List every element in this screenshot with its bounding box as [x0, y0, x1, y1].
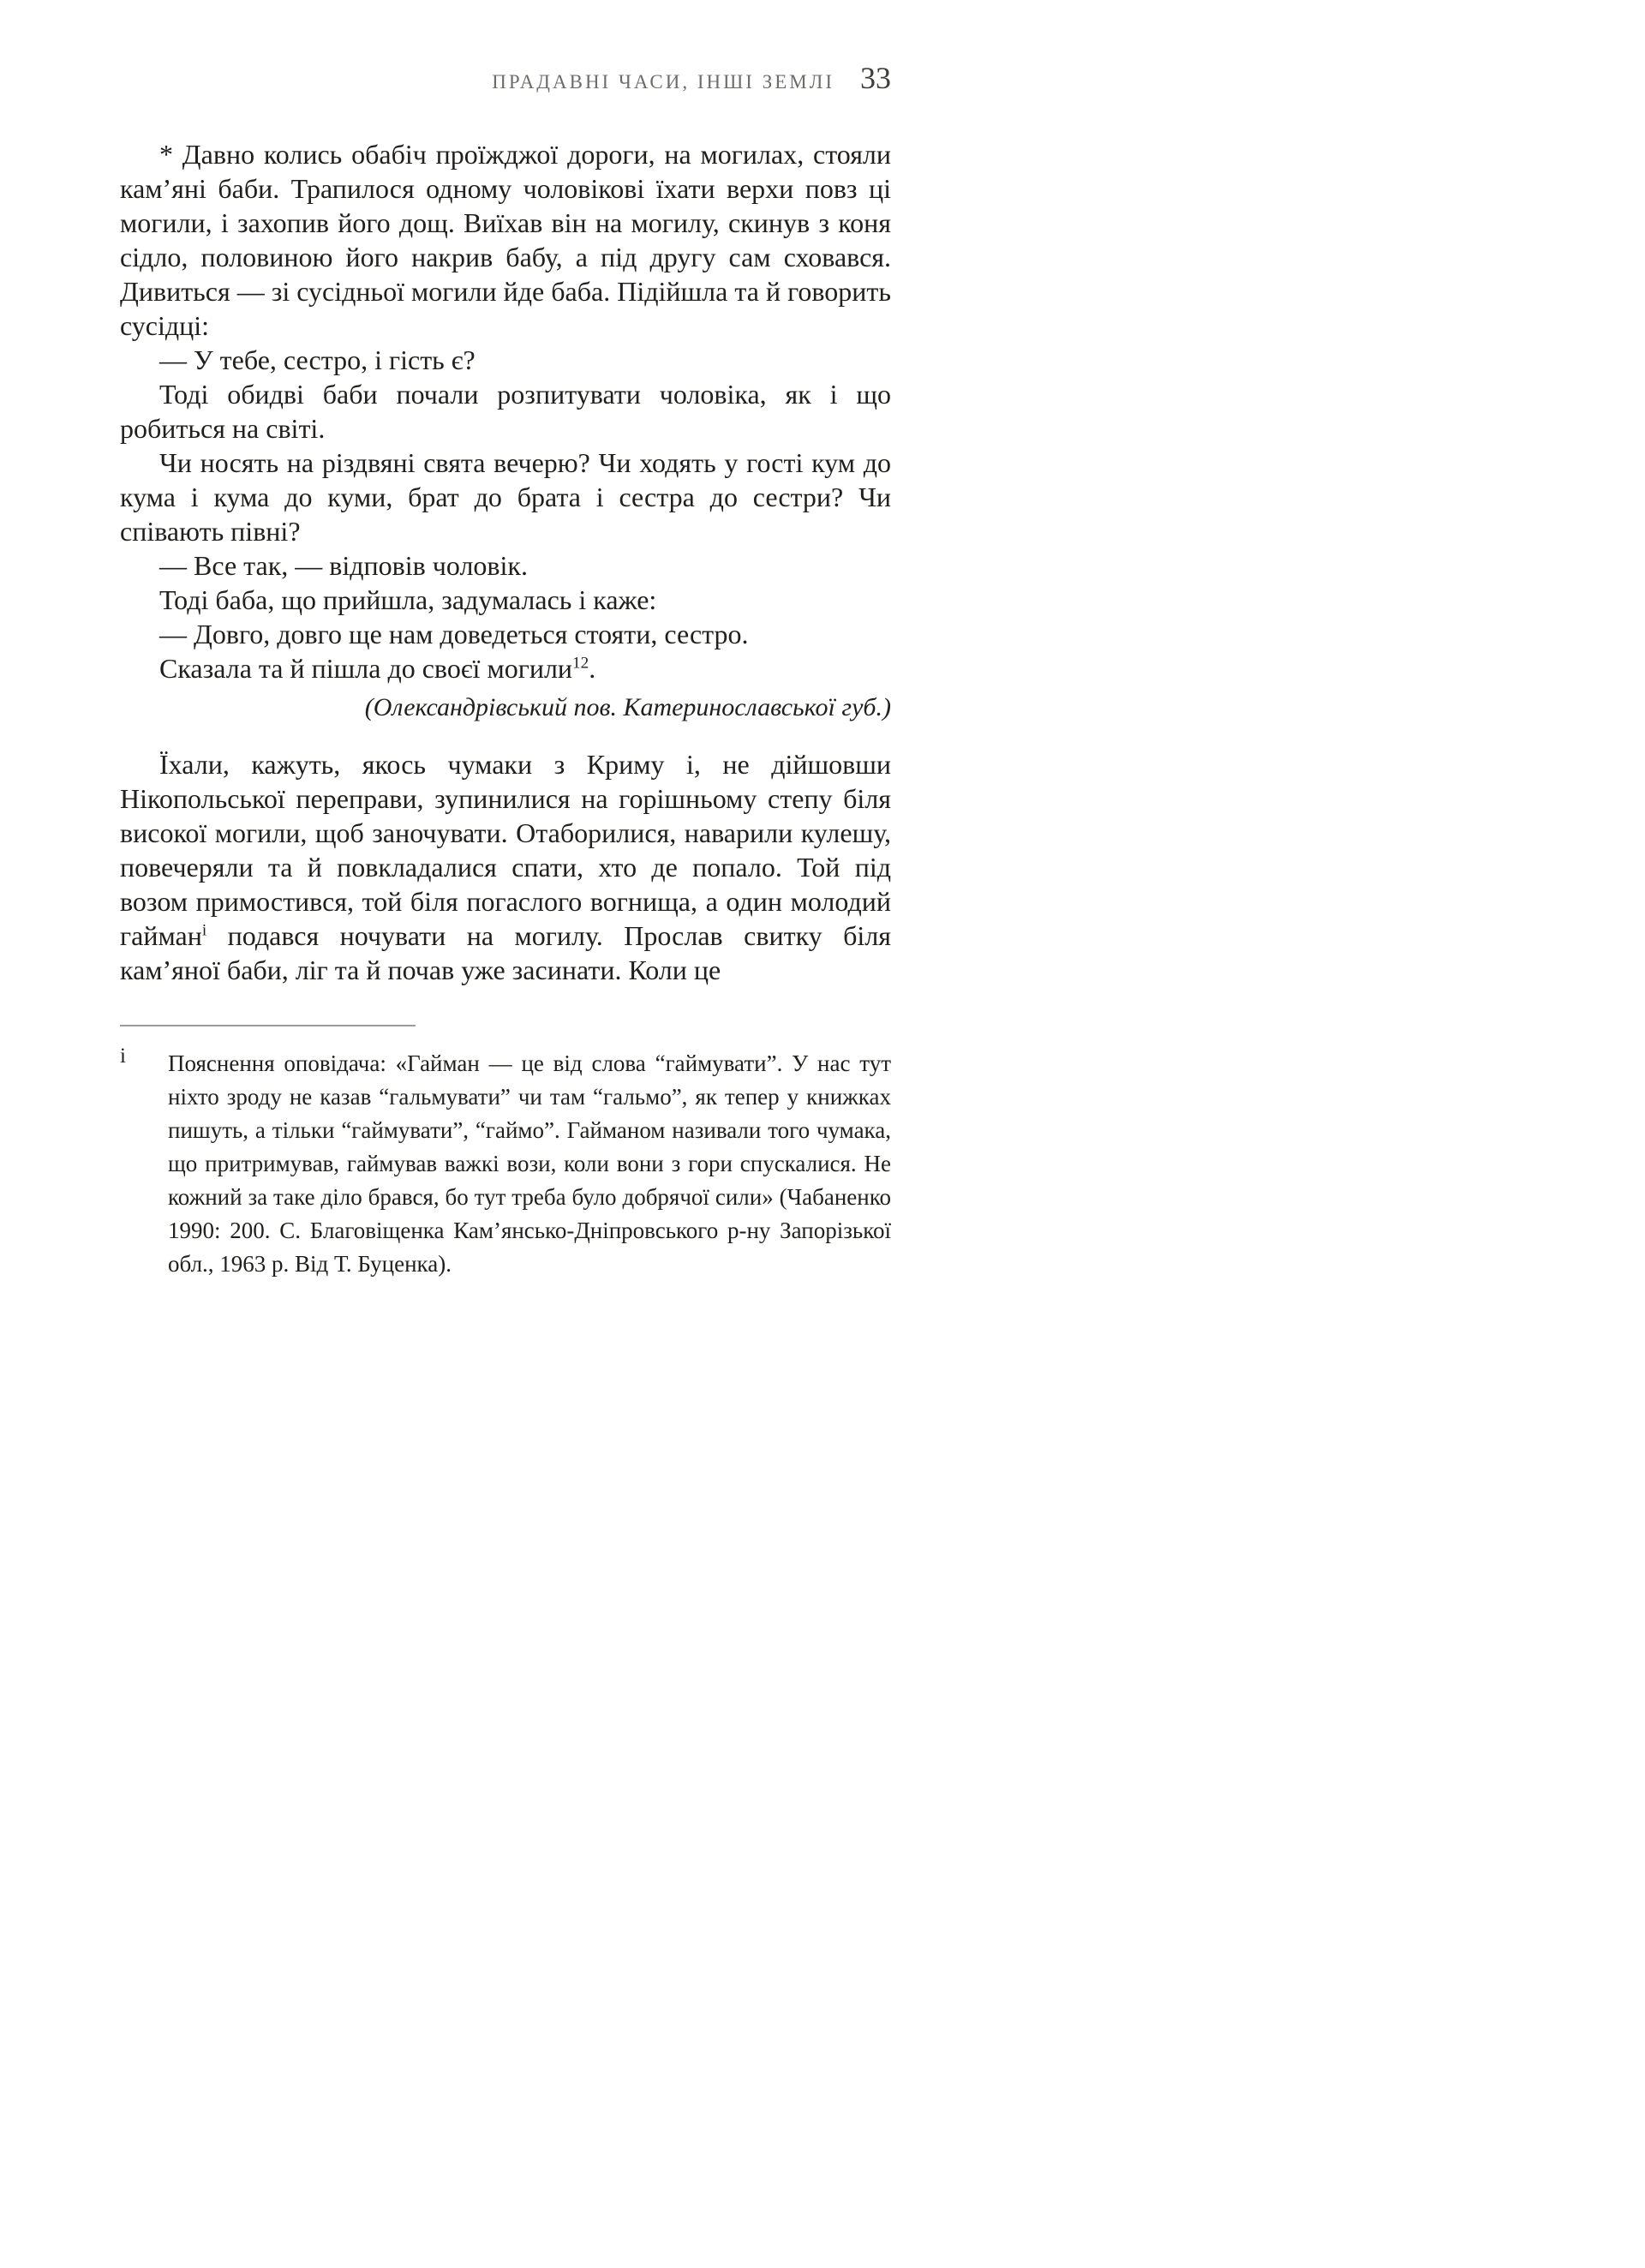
running-header [120, 60, 891, 96]
footnote-reference-i: і [201, 921, 207, 940]
running-header-title: ПРАДАВНІ ЧАСИ, ІНШІ ЗЕМЛІ [492, 71, 834, 93]
text-segment: . [589, 653, 596, 684]
paragraph-dialogue-1: — У тебе, сестро, і гість є? [159, 344, 476, 375]
footnote-section [120, 1025, 891, 1281]
footnote-marker: і [120, 1044, 126, 1068]
text-segment: подався ночувати на могилу. Прослав свитку біля кам’яної баби, ліг та й почав уже засинати. Коли це [120, 920, 891, 985]
text-segment: Сказала та й пішла до своєї могили [159, 653, 573, 684]
paragraph-dialogue-2: — Все так, — відповів чоловік. [159, 550, 528, 581]
paragraph-tale1-4: Тоді баба, що прийшла, задумалась і каже: [159, 584, 657, 615]
page-number: 33 [860, 61, 891, 95]
endnote-reference-12: 12 [572, 654, 589, 673]
paragraph-tale1-2: Тоді обидві баби почали розпитувати чоловіка, як і що робиться на світі. [120, 379, 891, 444]
body-text-block [120, 137, 891, 987]
paragraph-tale1-closing [120, 651, 891, 685]
text-segment: Їхали, кажуть, якось чумаки з Криму і, не дійшовши Нікопольської переправи, зупинилися на горішньому степу біля високої могили, щоб заночувати. Отаборилися, наварили кулешу, повечеряли та й повкладалися спати, хто де попало. Той під возом примостився, той біля погаслого вогнища, а один молодий гайман [120, 749, 891, 951]
footnote-text: Пояснення оповідача: «Гайман — це від слова “гаймувати”. У нас тут ніхто зроду не казав “гальмувати” чи там “гальмо”, як тепер у книжках пишуть, а тільки “гаймувати”, “гаймо”. Гайманом називали того чумака, що притримував, гаймував важкі вози, коли вони з гори спускалися. Не кожний за таке діло брався, бо тут треба було добрячої сили» (Чабаненко 1990: 200. С. Благовіщенка Кам’янсько-Дніпровського р-ну Запорізької обл., 1963 р. Від Т. Буценка). [168, 1050, 891, 1277]
paragraph-tale2-opening [120, 747, 891, 987]
source-attribution: (Олександрівський пов. Катеринославської губ.) [364, 693, 891, 721]
footnote [120, 1044, 891, 1281]
paragraph-tale1-3: Чи носять на різдвяні свята вечерю? Чи ходять у гості кум до кума і кума до куми, брат до брата і сестра до сестри? Чи співають півні? [120, 447, 891, 547]
paragraph-tale1-opening: * Давно колись обабіч проїжджої дороги, на могилах, стояли кам’яні баби. Трапилося одному чоловікові їхати верхи повз ці могили, і захопив його дощ. Виїхав він на могилу, скинув з коня сідло, половиною його накрив бабу, а під другу сам сховався. Дивиться — зі сусідньої могили йде баба. Підійшла та й говорить сусідці: [120, 139, 891, 341]
paragraph-dialogue-3: — Довго, довго ще нам доведеться стояти, сестро. [159, 619, 749, 649]
footnote-divider [120, 1025, 416, 1026]
